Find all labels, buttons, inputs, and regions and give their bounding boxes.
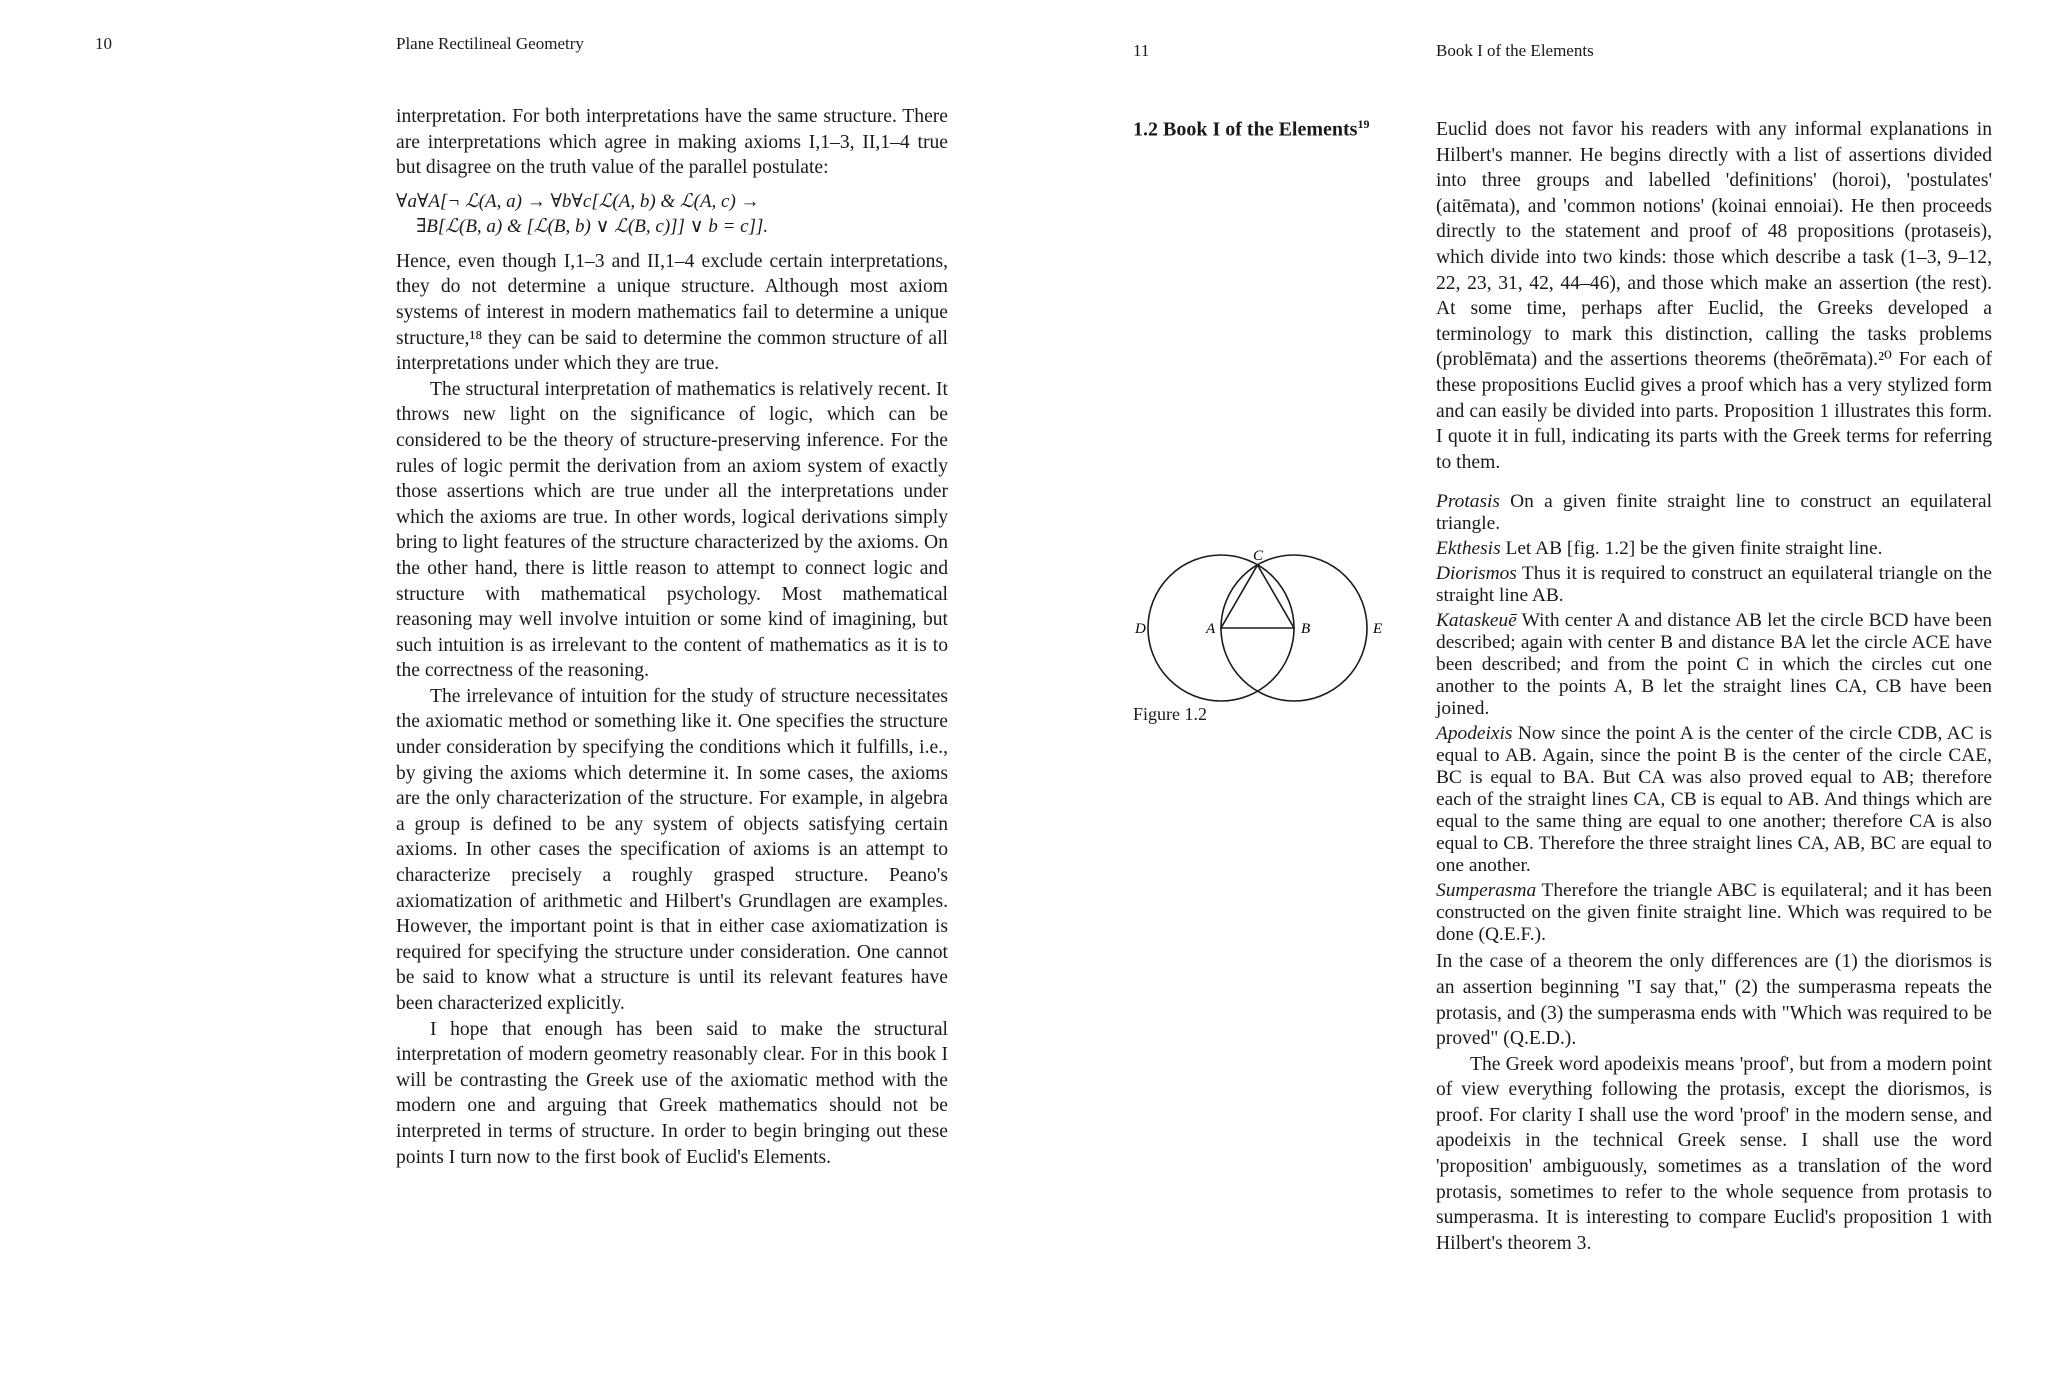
part-text: Therefore the triangle ABC is equilateral; and it has been constructed on the given finite straight line. Which was required to be done (Q.E.F.). xyxy=(1436,880,1992,946)
proposition-part xyxy=(1436,538,1992,560)
proposition-part xyxy=(1436,723,1992,877)
running-head-right: Book I of the Elements xyxy=(1436,41,1594,60)
formula-line-2: ∃B[ℒ(B, a) & [ℒ(B, b) ∨ ℒ(B, c)]] ∨ b = c]]. xyxy=(416,215,769,237)
right-text-column xyxy=(1436,117,1992,1256)
parallel-postulate-formula xyxy=(396,189,948,239)
triangle-abc xyxy=(1221,565,1294,628)
euclid-construction-diagram xyxy=(1123,520,1383,720)
page-number-left: 10 xyxy=(95,34,112,53)
part-text: Now since the point A is the center of the circle CDB, AC is equal to AB. Again, since the point B is the center of the circle CAE, BC is equal to BA. But CA was also proved equal to AB; therefore each of the straight lines CA, CB is equal to AB. And things which are equal to the same thing are equal to one another; therefore CA is also equal to CB. Therefore the three straight lines CA, AB, BC are equal to one another. xyxy=(1436,723,1992,877)
part-text: With center A and distance AB let the circle BCD have been described; again with center B and distance BA let the circle ACE have been described; and from the point C in which the circles cut one another to the points A, B let the straight lines CA, CB have been joined. xyxy=(1436,610,1992,720)
paragraph: In the case of a theorem the only differences are (1) the diorismos is an assertion beginning "I say that," (2) the sumperasma repeats the protasis, and (3) the sumperasma ends with "Which was required to be proved" (Q.E.D.). xyxy=(1436,951,1992,1050)
paragraph: I hope that enough has been said to make the structural interpretation of modern geometry reasonably clear. For in this book I will be contrasting the Greek use of the axiomatic method with the modern one and arguing that Greek mathematics should not be interpreted in terms of structure. In order to begin bringing out these points I turn now to the first book of Euclid's Elements. xyxy=(396,1018,948,1168)
page-number-right: 11 xyxy=(1133,41,1150,60)
proposition-part xyxy=(1436,563,1992,607)
proposition-part xyxy=(1436,610,1992,720)
footnote-marker: 19 xyxy=(1357,117,1370,131)
figure-caption: Figure 1.2 xyxy=(1133,704,1207,724)
label-d: D xyxy=(1135,621,1146,637)
part-text: Let AB [fig. 1.2] be the given finite straight line. xyxy=(1500,538,1883,560)
paragraph: Euclid does not favor his readers with any informal explanations in Hilbert's manner. He begins directly with a list of assertions divided into three groups and labelled 'definitions' (horoi), 'postulates' (aitēmata), and 'common notions' (koinai ennoiai). He then proceeds directly to the statement and proof of 48 propositions (protaseis), which divide into two kinds: those which describe a task (1–3, 9–12, 22, 23, 31, 42, 44–46), and those which make an assertion (the rest). At some time, perhaps after Euclid, the Greeks developed a terminology to mark this distinction, calling the tasks problems (problēmata) and the assertions theorems (theōrēmata).²⁰ For each of these propositions Euclid gives a proof which has a very stylized form and can easily be divided into parts. Proposition 1 illustrates this form. I quote it in full, indicating its parts with the Greek terms for referring to them. xyxy=(1436,119,1992,473)
part-term: Protasis xyxy=(1436,491,1500,513)
formula-line-1: ∀a∀A[¬ ℒ(A, a) → ∀b∀c[ℒ(A, b) & ℒ(A, c) → xyxy=(396,190,760,212)
section-heading-text: 1.2 Book I of the Elements xyxy=(1133,118,1358,141)
paragraph: interpretation. For both interpretations have the same structure. There are interpretations which agree in making axioms I,1–3, II,1–4 true but disagree on the truth value of the parallel postulate: xyxy=(396,106,948,179)
label-e: E xyxy=(1373,621,1383,637)
part-text: On a given finite straight line to construct an equilateral triangle. xyxy=(1436,491,1992,535)
paragraph: The structural interpretation of mathematics is relatively recent. It throws new light on the significance of logic, which can be considered to be the theory of structure-preserving inference. For the rules of logic permit the derivation from an axiom system of exactly those assertions which are true under all the interpretations under which the axioms are true. In other words, logical derivations simply bring to light features of the structure characterized by the axioms. On the other hand, there is little reason to attempt to connect logic and structure with mathematical psychology. Most mathematical reasoning may well involve intuition or some kind of imagining, but such intuition is as irrelevant to the content of mathematics as it is to the correctness of the reasoning. xyxy=(396,378,948,682)
label-c: C xyxy=(1253,548,1264,564)
part-text: Thus it is required to construct an equilateral triangle on the straight line AB. xyxy=(1436,563,1992,607)
paragraph: The irrelevance of intuition for the study of structure necessitates the axiomatic method or something like it. One specifies the structure under consideration by specifying the conditions which it fulfills, i.e., by giving the axioms which determine it. In some cases, the axioms are the only characterization of the structure. For example, in algebra a group is defined to be any system of objects satisfying certain axioms. In other cases the specification of axioms is an attempt to characterize precisely a roughly grasped structure. Peano's axiomatization of arithmetic and Hilbert's Grundlagen are examples. However, the important point is that in either case axiomatization is required for specifying the structure under consideration. One cannot be said to know what a structure is until its relevant features have been characterized explicitly. xyxy=(396,685,948,1014)
paragraph: Hence, even though I,1–3 and II,1–4 exclude certain interpretations, they do not determine a unique structure. Although most axiom systems of interest in modern mathematics fail to determine a unique structure,¹⁸ they can be said to determine the common structure of all interpretations under which they are true. xyxy=(396,250,948,375)
part-term: Apodeixis xyxy=(1436,723,1513,745)
part-term: Kataskeuē xyxy=(1436,610,1517,632)
paragraph: The Greek word apodeixis means 'proof', but from a modern point of view everything following the protasis, except the diorismos, is proof. For clarity I shall use the word 'proof' in the modern sense, and apodeixis in the technical Greek sense. I shall use the word 'proposition' ambiguously, sometimes as a translation of the word protasis, sometimes to refer to the whole sequence from protasis to sumperasma. It is interesting to compare Euclid's proposition 1 with Hilbert's theorem 3. xyxy=(1436,1053,1992,1254)
label-b: B xyxy=(1301,621,1311,637)
label-a: A xyxy=(1206,621,1216,637)
part-term: Sumperasma xyxy=(1436,880,1537,902)
section-heading xyxy=(1133,117,1369,142)
left-text-column xyxy=(396,104,948,1170)
running-head-left: Plane Rectilineal Geometry xyxy=(396,34,584,53)
proposition-part xyxy=(1436,491,1992,535)
proposition-part xyxy=(1436,880,1992,946)
part-term: Diorismos xyxy=(1436,563,1517,585)
proposition-1 xyxy=(1436,491,1992,946)
figure-1-2 xyxy=(1123,520,1383,720)
part-term: Ekthesis xyxy=(1436,538,1501,560)
